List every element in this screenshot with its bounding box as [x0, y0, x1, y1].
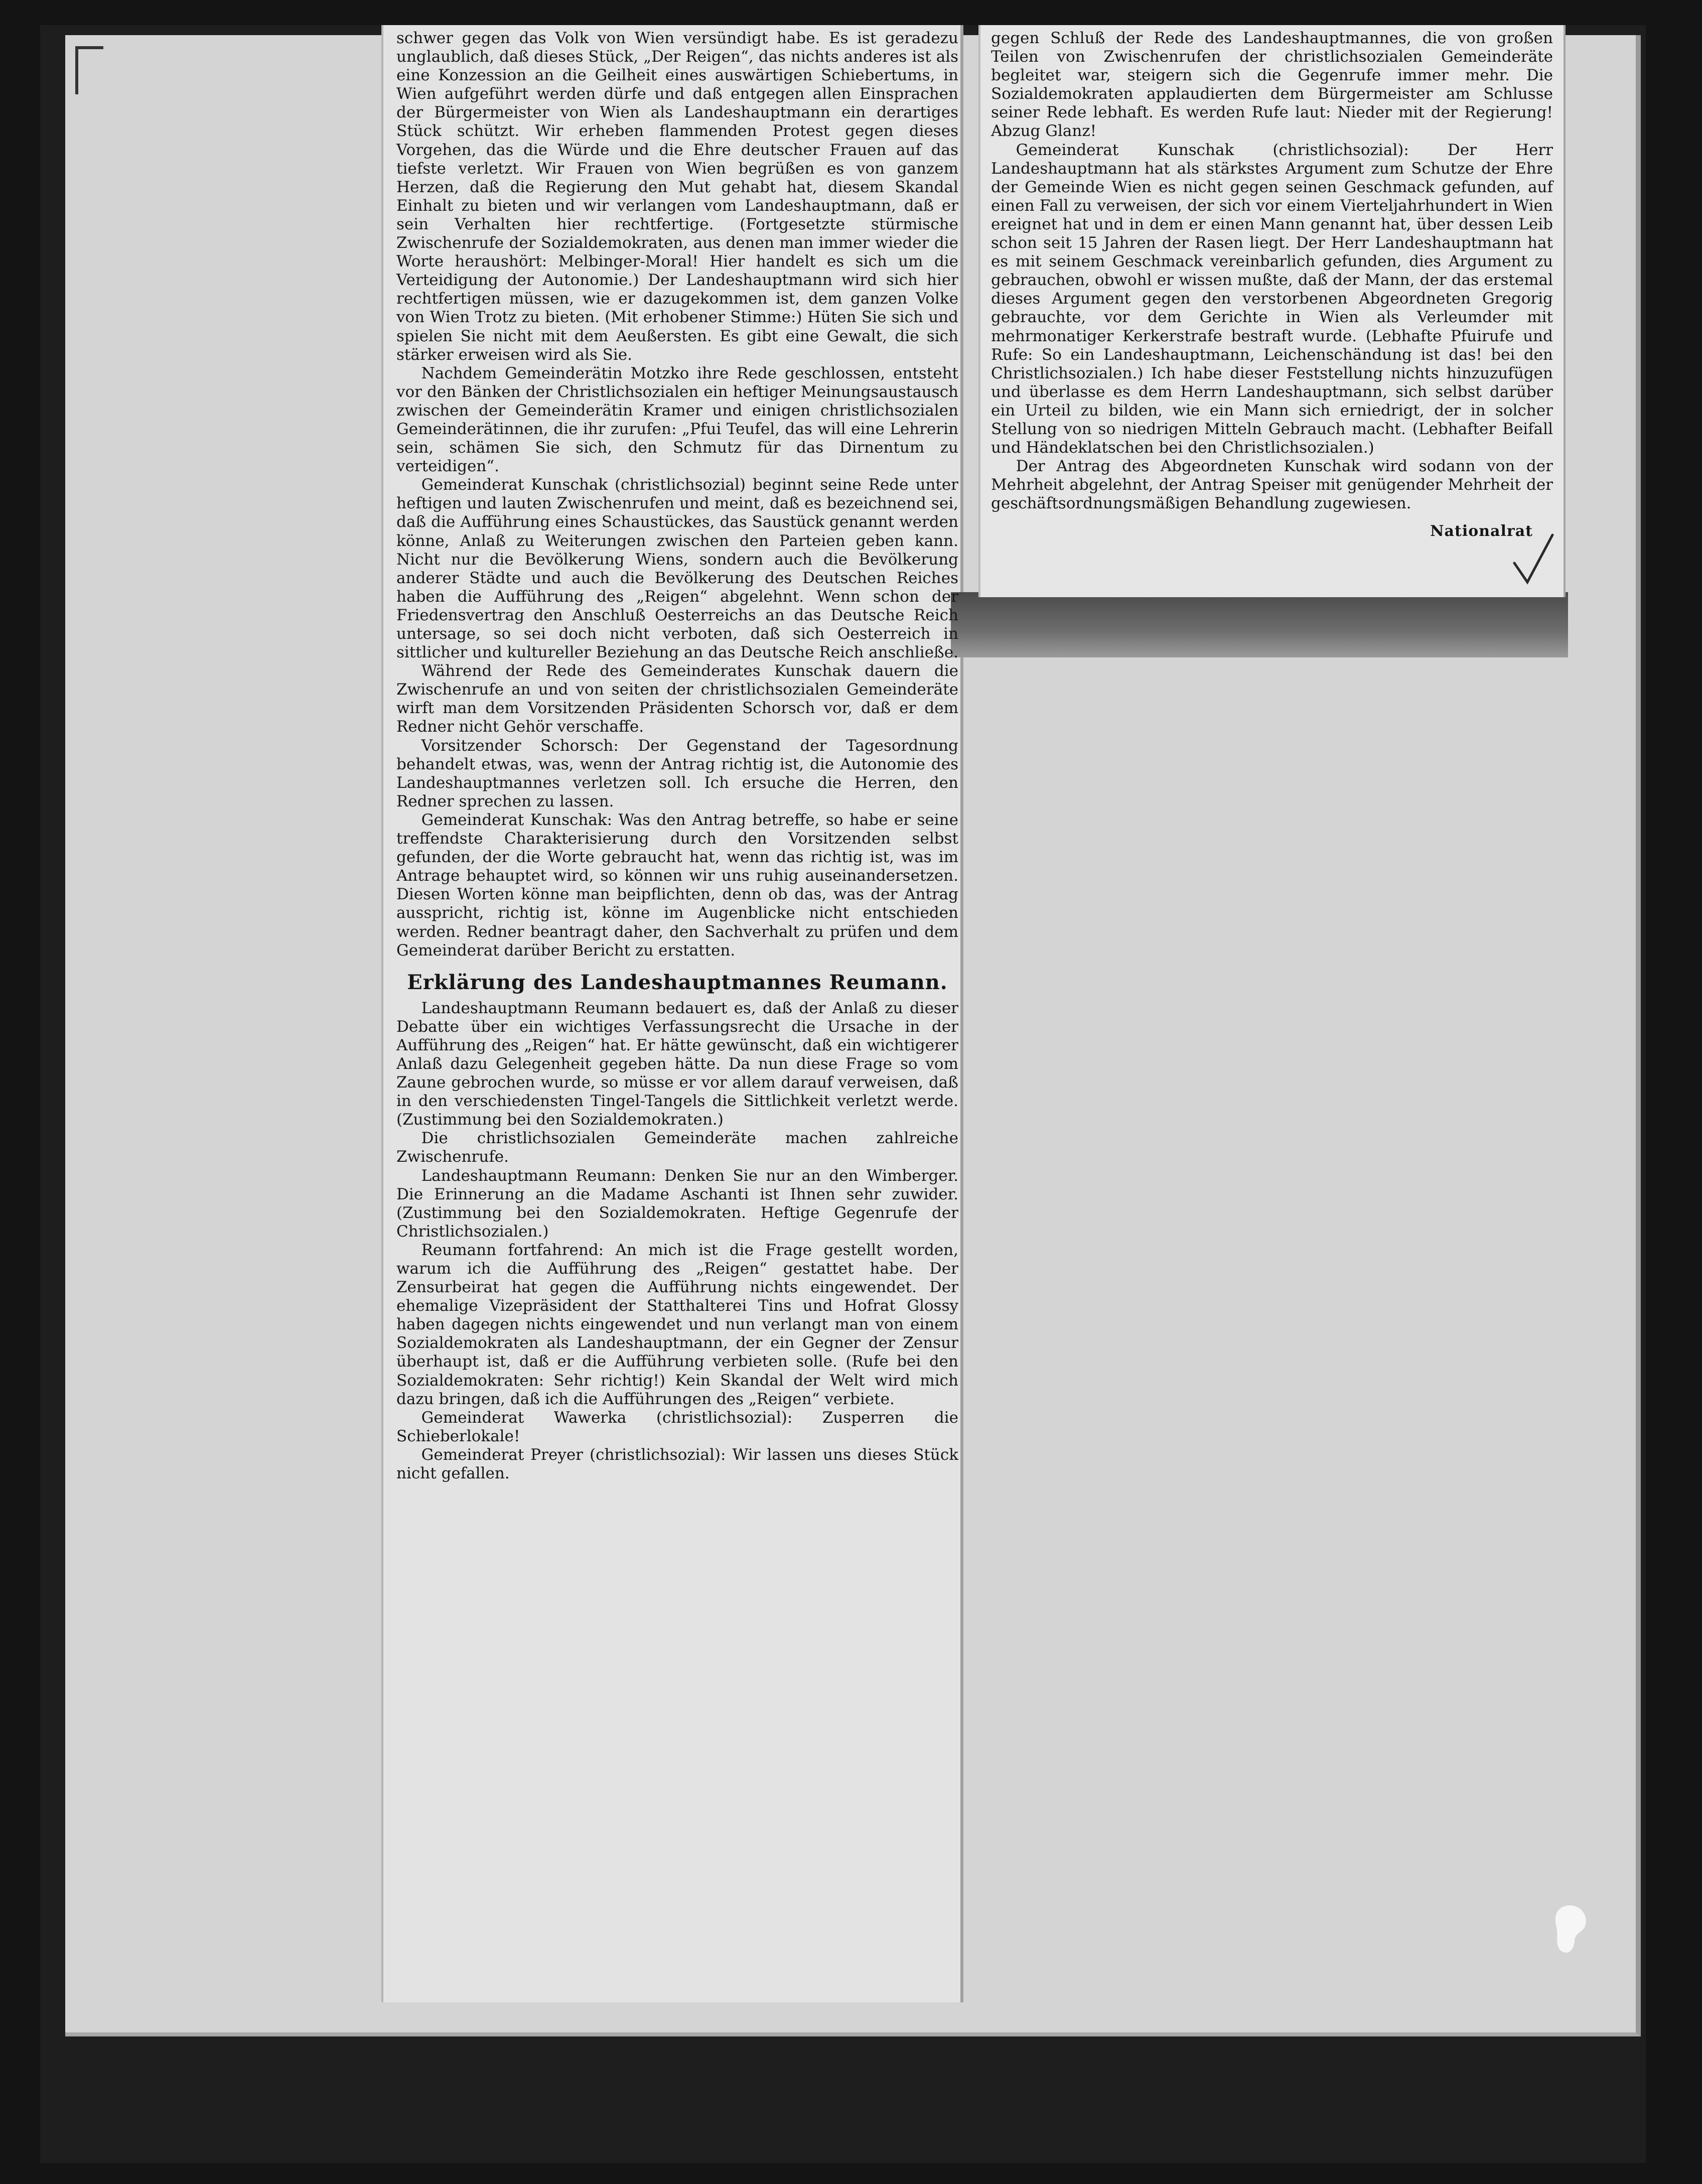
paper-stain-mark	[1550, 1902, 1591, 1957]
paragraph: Landeshauptmann Reumann: Denken Sie nur an den Wimberger. Die Erinnerung an die Madame Aschanti ist Ihnen sehr zuwider. (Zustimmung bei den Sozialdemokraten. Heftige Gegenrufe der Christlichsozialen.)	[396, 1166, 958, 1241]
paragraph: Reumann fortfahrend: An mich ist die Frage gestellt worden, warum ich die Aufführung des „Reigen“ gestattet habe. Der Zensurbeirat hat gegen die Aufführung nichts eingewendet. Der ehemalige Vizepräsident der Statthalterei Tins und Hofrat Glossy haben dagegen nichts eingewendet und nun verlangt man von einem Sozialdemokraten als Landeshauptmann, der ein Gegner der Zensur überhaupt ist, daß er die Aufführung verbieten solle. (Rufe bei den Sozialdemokraten: Sehr richtig!) Kein Skandal der Welt wird mich dazu bringen, daß ich die Aufführungen des „Reigen“ verbiete.	[396, 1241, 958, 1408]
paragraph: Gemeinderat Kunschak (christlichsozial) beginnt seine Rede unter heftigen und lauten Zwischenrufen und meint, daß es bezeichnend sei, daß die Aufführung eines Schaustückes, das Saustück genannt werden könne, Anlaß zu Weiterungen zwischen den Parteien geben kann. Nicht nur die Bevölkerung Wiens, sondern auch die Bevölkerung anderer Städte und auch die Bevölkerung des Deutschen Reiches haben die Aufführung des „Reigen“ abgelehnt. Wenn schon der Friedensvertrag den Anschluß Oesterreichs an das Deutsche Reich untersage, so sei doch nicht verboten, daß sich Oesterreich in sittlicher und kultureller Beziehung an das Deutsche Reich anschließe.	[396, 476, 958, 662]
paragraph: schwer gegen das Volk von Wien versündigt habe. Es ist geradezu unglaublich, daß dieses Stück, „Der Reigen“, das nichts anderes ist als eine Konzession an die Geilheit eines auswärtigen Schiebertums, in Wien aufgeführt werden dürfe und daß entgegen allen Einsprachen der Bürgermeister von Wien als Landeshauptmann ein derartiges Stück schützt. Wir erheben flammenden Protest gegen dieses Vorgehen, das die Würde und die Ehre deutscher Frauen auf das tiefste verletzt. Wir Frauen von Wien begrüßen es von ganzem Herzen, daß die Regierung den Mut gehabt hat, diesem Skandal Einhalt zu bieten und wir verlangen vom Landeshauptmann, daß er sein Verhalten hier rechtfertige. (Fortgesetzte stürmische Zwischenrufe der Sozialdemokraten, aus denen man immer wieder die Worte heraushört: Melbinger-Moral! Hier handelt es sich um die Verteidigung der Autonomie.) Der Landeshauptmann wird sich hier rechtfertigen müssen, wie er dazugekommen ist, dem ganzen Volke von Wien Trotz zu bieten. (Mit erhobener Stimme:) Hüten Sie sich und spielen Sie nicht mit dem Aeußersten. Es gibt eine Gewalt, die sich stärker erweisen wird als Sie.	[396, 29, 958, 364]
paragraph: Vorsitzender Schorsch: Der Gegenstand der Tagesordnung behandelt etwas, was, wenn der Antrag richtig ist, die Autonomie des Landeshauptmannes verletzen soll. Ich ersuche die Herren, den Redner sprechen zu lassen.	[396, 736, 958, 810]
paragraph: Nachdem Gemeinderätin Motzko ihre Rede geschlossen, entsteht vor den Bänken der Christlichsozialen ein heftiger Meinungsaustausch zwischen der Gemeinderätin Kramer und einigen christlichsozialen Gemeinderätinnen, die ihr zurufen: „Pfui Teufel, das will eine Lehrerin sein, schämen Sie sich, den Schmutz für das Dirnentum zu verteidigen“.	[396, 364, 958, 476]
article-right-column	[991, 29, 1553, 541]
paragraph: Gemeinderat Wawerka (christlichsozial): Zusperren die Schieberlokale!	[396, 1408, 958, 1445]
article-left-column	[396, 29, 958, 1483]
cut-off-heading: Nationalrat	[1430, 522, 1533, 540]
paragraph: Gemeinderat Kunschak (christlichsozial): Der Herr Landeshauptmann hat als stärkstes Argument zum Schutze der Ehre der Gemeinde Wien es nicht gegen seinen Geschmack gefunden, auf einen Fall zu verweisen, der sich vor einem Vierteljahrhundert in Wien ereignet hat und in dem er einen Mann genannt hat, über dessen Leib schon seit 15 Jahren der Rasen liegt. Der Herr Landeshauptmann hat es mit seinem Geschmack vereinbarlich gefunden, dies Argument zu gebrauchen, obwohl er wissen mußte, daß der Mann, der das erstemal dieses Argument gegen den verstorbenen Abgeordneten Gregorig gebrauchte, vor dem Gerichte in Wien als Verleumder mit mehrmonatiger Kerkerstrafe bestraft wurde. (Lebhafte Pfuirufe und Rufe: So ein Landeshauptmann, Leichenschändung ist das! bei den Christlichsozialen.) Ich habe dieser Feststellung nichts hinzuzufügen und überlasse es dem Herrn Landeshauptmann, sich selbst darüber ein Urteil zu bilden, wie ein Mann sich erniedrigt, der in solcher Stellung von so niedrigen Mitteln Gebrauch macht. (Lebhafter Beifall und Händeklatschen bei den Christlichsozialen.)	[991, 141, 1553, 457]
section-heading: Erklärung des Landeshauptmannes Reumann.	[407, 970, 948, 994]
paragraph: Landeshauptmann Reumann bedauert es, daß der Anlaß zu dieser Debatte über ein wichtiges Verfassungsrecht die Ursache in der Aufführung des „Reigen“ hat. Er hätte gewünscht, daß ein wichtigerer Anlaß dazu Gelegenheit gegeben hätte. Da nun diese Frage so vom Zaune gebrochen wurde, so müsse er vor allem darauf verweisen, daß in den verschiedensten Tingel-Tangels die Sittlichkeit verletzt werde. (Zustimmung bei den Sozialdemokraten.)	[396, 999, 958, 1129]
paragraph: Die christlichsozialen Gemeinderäte machen zahlreiche Zwischenrufe.	[396, 1129, 958, 1166]
corner-crop-mark	[75, 46, 103, 94]
paragraph: Gemeinderat Kunschak: Was den Antrag betreffe, so habe er seine treffendste Charakterisierung durch den Vorsitzenden selbst gefunden, der die Worte gebraucht hat, wenn das richtig ist, was im Antrage behauptet wird, so können wir uns ruhig auseinandersetzen. Diesen Worten könne man beipflichten, denn ob das, was der Antrag ausspricht, richtig ist, könne im Augenblicke nicht entschieden werden. Redner beantragt daher, den Sachverhalt zu prüfen und dem Gemeinderat darüber Bericht zu erstatten.	[396, 810, 958, 960]
paragraph: Der Antrag des Abgeordneten Kunschak wird sodann von der Mehrheit abgelehnt, der Antrag Speiser mit genügender Mehrheit der geschäftsordnungsmäßigen Behandlung zugewiesen.	[991, 457, 1553, 513]
clipping-shadow-strip	[951, 592, 1568, 657]
paragraph: Während der Rede des Gemeinderates Kunschak dauern die Zwischenrufe an und von seiten der christlichsozialen Gemeinderäte wirft man dem Vorsitzenden Präsidenten Schorsch vor, daß er dem Redner nicht Gehör verschaffe.	[396, 662, 958, 736]
paragraph: Gemeinderat Preyer (christlichsozial): Wir lassen uns dieses Stück nicht gefallen.	[396, 1445, 958, 1483]
paragraph: gegen Schluß der Rede des Landeshauptmannes, die von großen Teilen von Zwischenrufen der christlichsozialen Gemeinderäte begleitet war, steigern sich die Gegenrufe immer mehr. Die Sozialdemokraten applaudierten dem Bürgermeister am Schlusse seiner Rede lebhaft. Es werden Rufe laut: Nieder mit der Regierung! Abzug Glanz!	[991, 29, 1553, 141]
pencil-checkmark-icon	[1510, 532, 1555, 587]
